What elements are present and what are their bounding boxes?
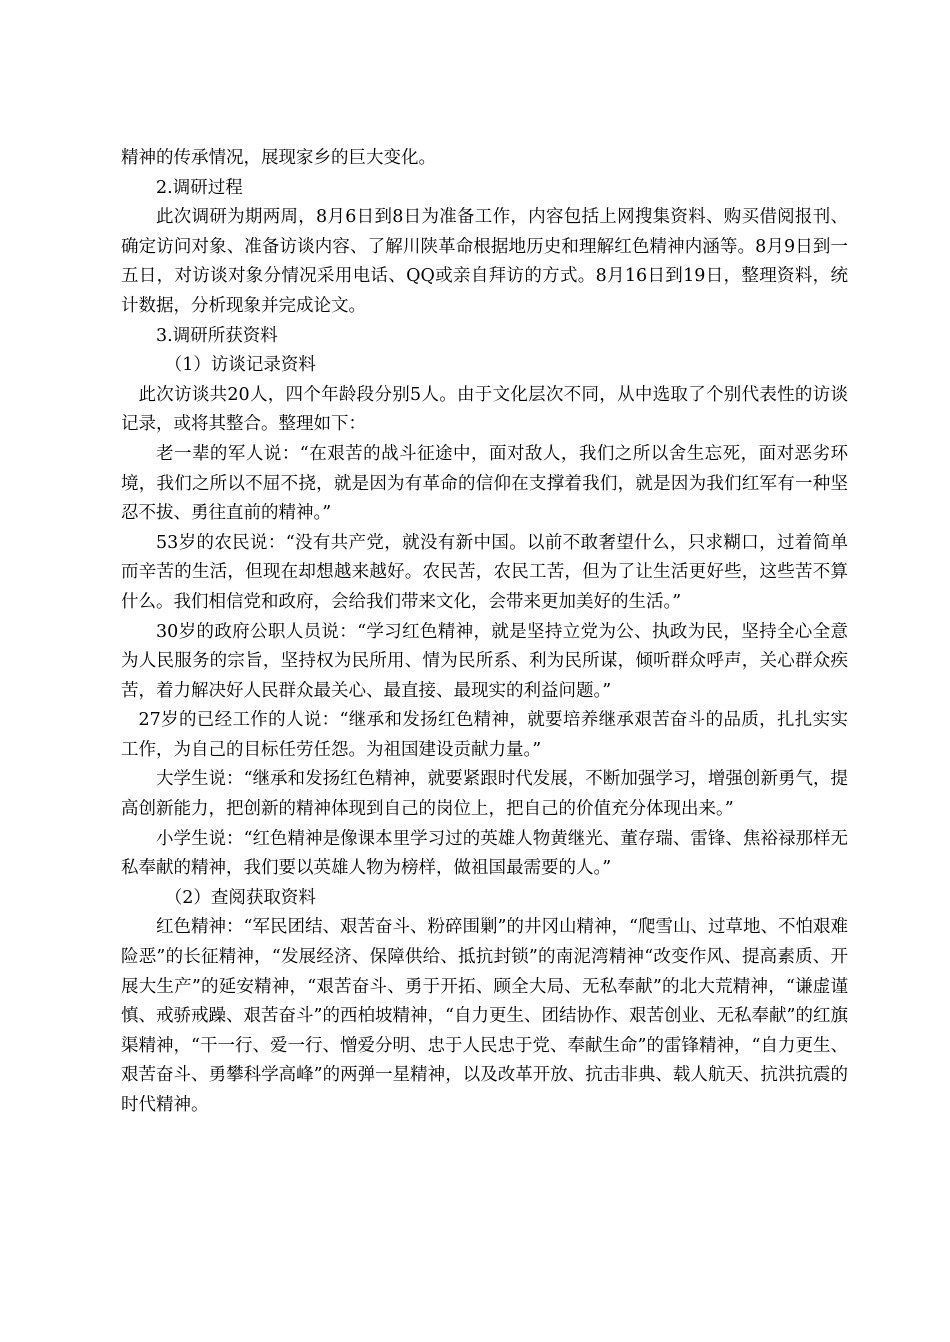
paragraph-interview-intro: 此次访谈共20人，四个年龄段分别5人。由于文化层次不同，从中选取了个别代表性的访谈记录，或将其整合。整理如下： — [121, 384, 848, 435]
paragraph-veteran-quote: 老一辈的军人说：“在艰苦的战斗征途中，面对敌人，我们之所以舍生忘死，面对恶劣环境，我们之所以不屈不挠，就是因为有革命的信仰在支撑着我们，就是因为我们红军有一种坚忍不拔、勇往直前的精神。” — [121, 443, 848, 524]
paragraph-continuation: 精神的传承情况，展现家乡的巨大变化。 — [121, 148, 436, 168]
paragraph-red-spirit-list: 红色精神：“军民团结、艰苦奋斗、粉碎围剿”的井冈山精神，“爬雪山、过草地、不怕艰难险恶”的长征精神，“发展经济、保障供给、抵抗封锁”的南泥湾精神“改变作风、提高素质、开展大生产”的延安精神，“艰苦奋斗、勇于开拓、顾全大局、无私奉献”的北大荒精神，“谦虚谨慎、戒骄戒躁、艰苦奋斗”的西柏坡精神，“自力更生、团结协作、艰苦创业、无私奉献”的红旗渠精神，“干一行、爱一行、憎爱分明、忠于人民忠于党、奉献生命”的雷锋精神，“自力更生、艰苦奋斗、勇攀科学高峰”的两弹一星精神，以及改革开放、抗击非典、载人航天、抗洪抗震的时代精神。 — [121, 917, 848, 1115]
document-body — [121, 144, 848, 1121]
paragraph-pupil-quote: 小学生说：“红色精神是像课本里学习过的英雄人物黄继光、董存瑞、雷锋、焦裕禄那样无私奉献的精神，我们要以英雄人物为榜样，做祖国最需要的人。” — [121, 828, 848, 879]
paragraph-worker-quote: 27岁的已经工作的人说：“继承和发扬红色精神，就要培养继承艰苦奋斗的品质，扎扎实实工作，为自己的目标任劳任怨。为祖国建设贡献力量。” — [121, 710, 848, 760]
heading-research-materials: 3.调研所获资料 — [156, 325, 278, 346]
heading-research-process: 2.调研过程 — [156, 177, 243, 198]
subheading-interview-records: （1）访谈记录资料 — [164, 355, 316, 376]
paragraph-official-quote: 30岁的政府公职人员说：“学习红色精神，就是坚持立党为公、执政为民，坚持全心全意为人民服务的宗旨，坚持权为民所用、情为民所系、利为民所谋，倾听群众呼声，关心群众疾苦，着力解决好人民群众最关心、最直接、最现实的利益问题。” — [121, 621, 848, 701]
subheading-reference-materials: （2）查阅获取资料 — [164, 887, 316, 908]
paragraph-farmer-quote: 53岁的农民说：“没有共产党，就没有新中国。以前不敢奢望什么，只求糊口，过着简单而辛苦的生活，但现在却想越来越好。农民苦，农民工苦，但为了让生活更好些，这些苦不算什么。我们相信党和政府，会给我们带来文化，会带来更加美好的生活。” — [121, 532, 848, 612]
paragraph-research-process: 此次调研为期两周，8月6日到8日为准备工作，内容包括上网搜集资料、购买借阅报刊、确定访问对象、准备访谈内容、了解川陕革命根据地历史和理解红色精神内涵等。8月9日到一五日，对访谈对象分情况采用电话、QQ或亲自拜访的方式。8月16日到19日，整理资料，统计数据，分析现象并完成论文。 — [121, 207, 848, 316]
paragraph-college-student-quote: 大学生说：“继承和发扬红色精神，就要紧跟时代发展，不断加强学习，增强创新勇气，提高创新能力，把创新的精神体现到自己的岗位上，把自己的价值充分体现出来。” — [121, 769, 848, 820]
